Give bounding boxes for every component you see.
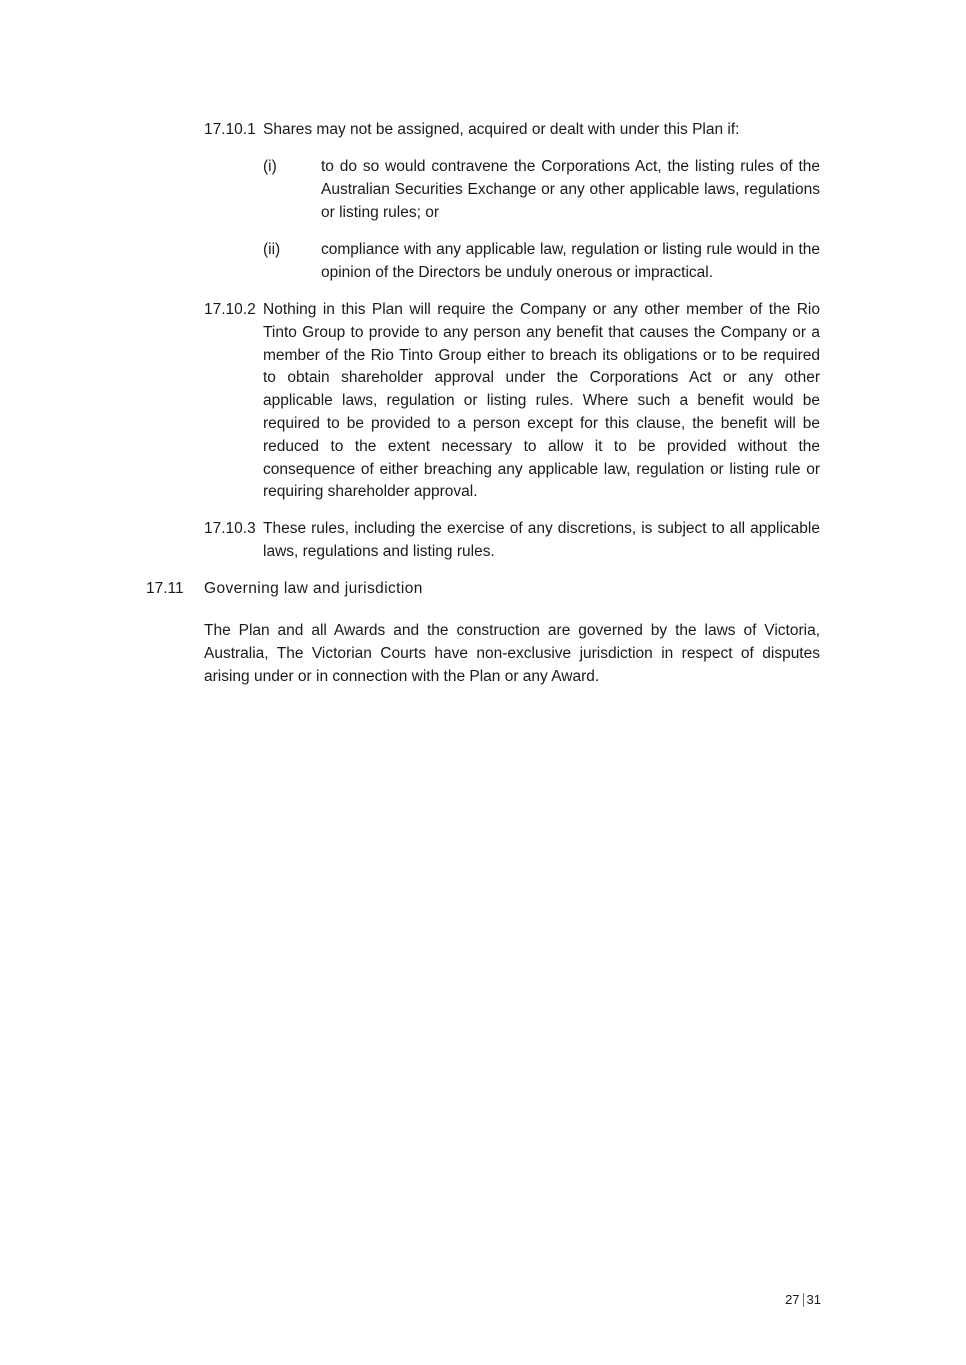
clause-number-17-10-3: 17.10.3: [204, 520, 256, 537]
item-text-ii: compliance with any applicable law, regulation or listing rule would in the opinion of the Directors be unduly onerous or impractical.: [321, 241, 820, 281]
item-label-i: (i): [263, 158, 277, 175]
clause-number-17-10-1: 17.10.1: [204, 121, 256, 138]
section-body-17-11: The Plan and all Awards and the construction are governed by the laws of Victoria, Australia, The Victorian Courts have non-exclusive jurisdiction in respect of disputes arising under or in connection with the Plan or any Award.: [204, 622, 820, 685]
page-current: 27: [785, 1292, 800, 1307]
page-total: 31: [806, 1292, 821, 1307]
clause-text-17-10-1: Shares may not be assigned, acquired or dealt with under this Plan if:: [263, 121, 740, 138]
page-number: [780, 1291, 821, 1309]
clause-text-17-10-2: Nothing in this Plan will require the Company or any other member of the Rio Tinto Group to provide to any person any benefit that causes the Company or a member of the Rio Tinto Group either to breach its obligations or to be required to obtain shareholder approval under the Corporations Act or any other applicable laws, regulation or listing rules. Where such a benefit would be required to be provided to a person except for this clause, the benefit will be reduced to the extent necessary to allow it to be provided without the consequence of either breaching any applicable law, regulation or listing rule or requiring shareholder approval.: [263, 301, 820, 501]
section-title-17-11: Governing law and jurisdiction: [204, 580, 423, 597]
item-text-i: to do so would contravene the Corporations Act, the listing rules of the Australian Securities Exchange or any other applicable laws, regulations or listing rules; or: [321, 158, 820, 221]
page-number-separator: [803, 1293, 804, 1307]
item-label-ii: (ii): [263, 241, 281, 258]
clause-number-17-10-2: 17.10.2: [204, 301, 256, 318]
section-number-17-11: 17.11: [146, 580, 184, 597]
clause-text-17-10-3: These rules, including the exercise of any discretions, is subject to all applicable laws, regulations and listing rules.: [263, 520, 820, 560]
